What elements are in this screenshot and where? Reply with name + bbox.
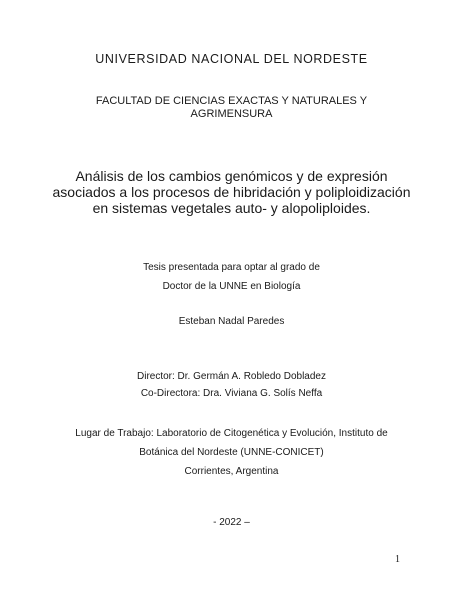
thesis-title-line: asociados a los procesos de hibridación y poliploidización	[52, 184, 411, 200]
workplace	[30, 424, 433, 481]
thesis-title-line: Análisis de los cambios genómicos y de expresión	[75, 168, 388, 184]
faculty-name: FACULTAD DE CIENCIAS EXACTAS Y NATURALES Y AGRIMENSURA	[95, 95, 368, 120]
page-number: 1	[395, 554, 400, 565]
degree-line: Tesis presentada para optar al grado de	[143, 262, 320, 273]
author-name: Esteban Nadal Paredes	[178, 316, 285, 327]
degree-line: Doctor de la UNNE en Biología	[162, 281, 301, 292]
thesis-title	[40, 168, 423, 216]
workplace-line: Corrientes, Argentina	[184, 466, 279, 477]
workplace-line: Botánica del Nordeste (UNNE-CONICET)	[139, 447, 324, 458]
degree-statement	[0, 258, 463, 296]
co-director-name: Co-Directora: Dra. Viviana G. Solís Neffa	[140, 388, 323, 399]
workplace-line: Lugar de Trabajo: Laboratorio de Citogenética y Evolución, Instituto de	[75, 428, 388, 439]
supervisors	[0, 368, 463, 402]
thesis-title-line: en sistemas vegetales auto- y alopoliploides.	[92, 200, 371, 216]
university-name: UNIVERSIDAD NACIONAL DEL NORDESTE	[95, 52, 368, 66]
year: - 2022 –	[213, 517, 250, 528]
director-name: Director: Dr. Germán A. Robledo Dobladez	[137, 371, 326, 382]
